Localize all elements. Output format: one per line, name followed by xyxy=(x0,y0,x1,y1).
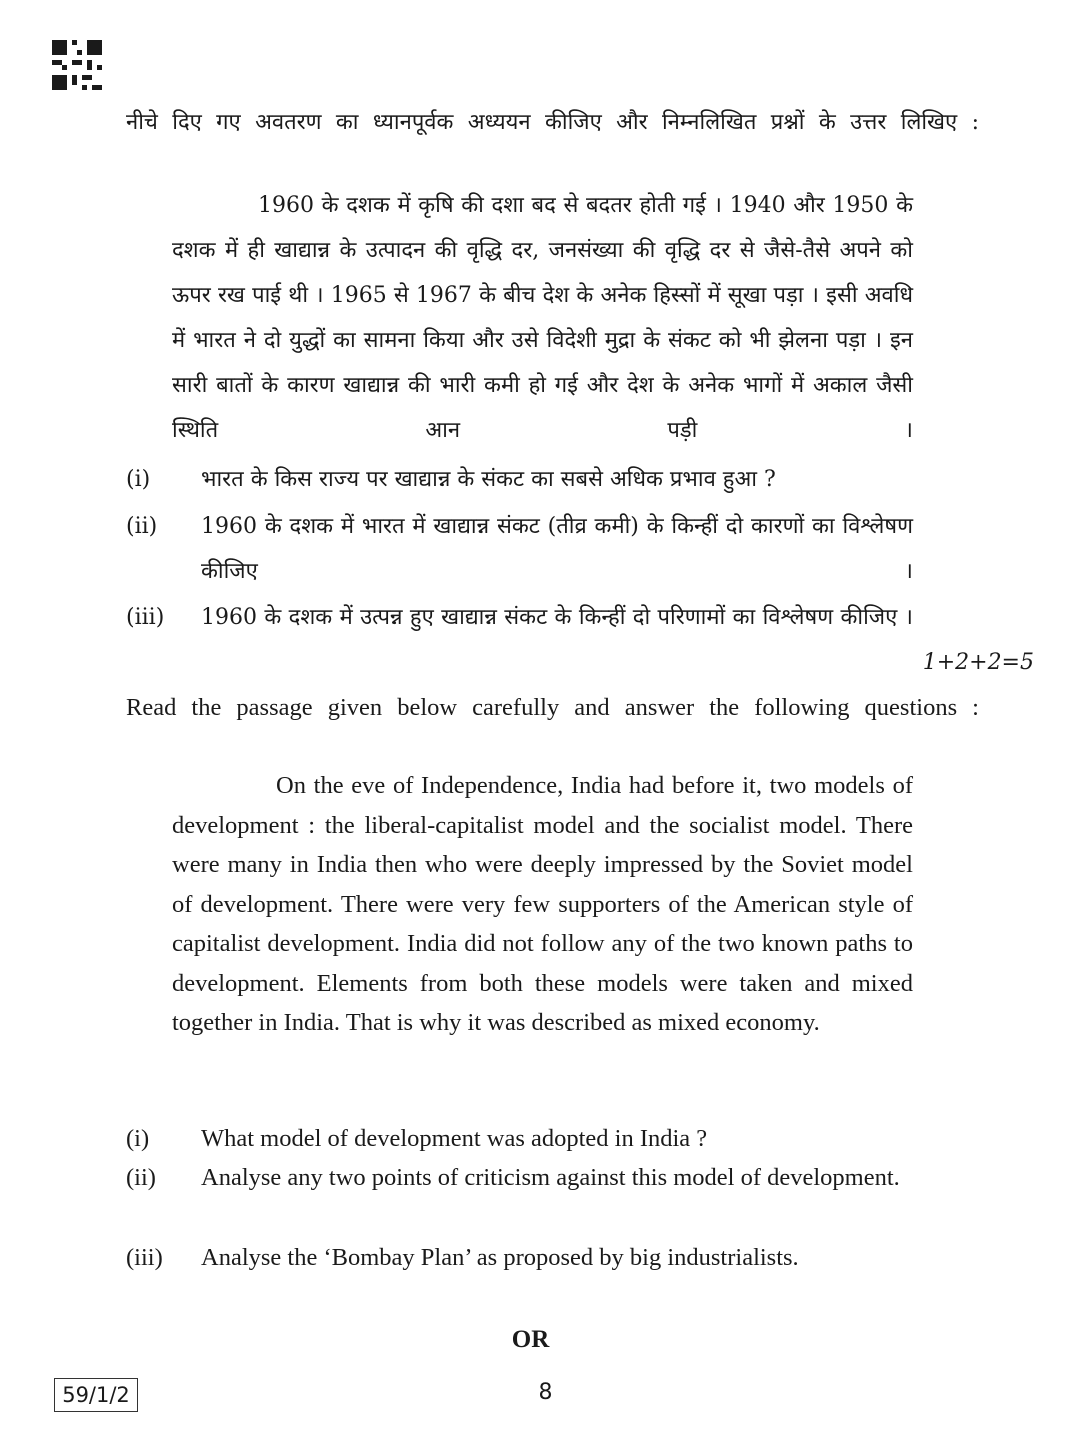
or-separator: OR xyxy=(511,1326,550,1353)
english-q2-text: Analyse any two points of criticism against this model of development. xyxy=(201,1164,900,1191)
hindi-q1-text: भारत के किस राज्य पर खाद्यान्न के संकट का सबसे अधिक प्रभाव हुआ ? xyxy=(201,467,776,492)
hindi-passage: 1960 के दशक में कृषि की दशा बद से बदतर होती गई । 1940 और 1950 के दशक में ही खाद्यान्न के उत्पादन की वृद्धि दर, जनसंख्या की वृद्धि दर से जैसे-तैसे अपने को ऊपर रख पाई थी । 1965 से 1967 के बीच देश के अनेक हिस्सों में सूखा पड़ा । इसी अवधि में भारत ने दो युद्धों का सामना किया और उसे विदेशी मुद्रा के संकट को भी झेलना पड़ा । इन सारी बातों के कारण खाद्यान्न की भारी कमी हो गई और देश के अनेक भागों में अकाल जैसी स्थिति आन पड़ी । xyxy=(172,193,913,443)
hindi-instruction: नीचे दिए गए अवतरण का ध्यानपूर्वक अध्ययन कीजिए और निम्नलिखित प्रश्नों के उत्तर लिखिए : xyxy=(126,110,979,135)
qr-code-icon xyxy=(52,40,102,90)
hindi-q3-text: 1960 के दशक में उत्पन्न हुए खाद्यान्न संकट के किन्हीं दो परिणामों का विश्लेषण कीजिए । xyxy=(201,605,913,630)
hindi-q2-text: 1960 के दशक में भारत में खाद्यान्न संकट (तीव्र कमी) के किन्हीं दो कारणों का विश्लेषण कीजिए । xyxy=(201,514,913,584)
hindi-q3-number: (iii) xyxy=(126,605,165,630)
marks-allocation: 1+2+2=5 xyxy=(922,650,1034,675)
english-q3-text: Analyse the ‘Bombay Plan’ as proposed by big industrialists. xyxy=(201,1244,799,1271)
english-instruction: Read the passage given below carefully and answer the following questions : xyxy=(126,694,979,721)
english-passage: On the eve of Independence, India had before it, two models of development : the liberal-capitalist model and the socialist model. There were many in India then who were deeply impressed by the Soviet model of development. There were very few supporters of the American style of capitalist development. India did not follow any of the two known paths to development. Elements from both these models were taken and mixed together in India. That is why it was described as mixed economy. xyxy=(172,772,913,1036)
page-number: 8 xyxy=(538,1380,553,1405)
english-q2-number: (ii) xyxy=(126,1164,156,1191)
english-q1-number: (i) xyxy=(126,1125,150,1152)
paper-code: 59/1/2 xyxy=(54,1378,138,1412)
english-q1-text: What model of development was adopted in India ? xyxy=(201,1125,708,1152)
hindi-q2-number: (ii) xyxy=(126,514,158,539)
hindi-q1-number: (i) xyxy=(126,467,151,492)
english-q3-number: (iii) xyxy=(126,1244,163,1271)
